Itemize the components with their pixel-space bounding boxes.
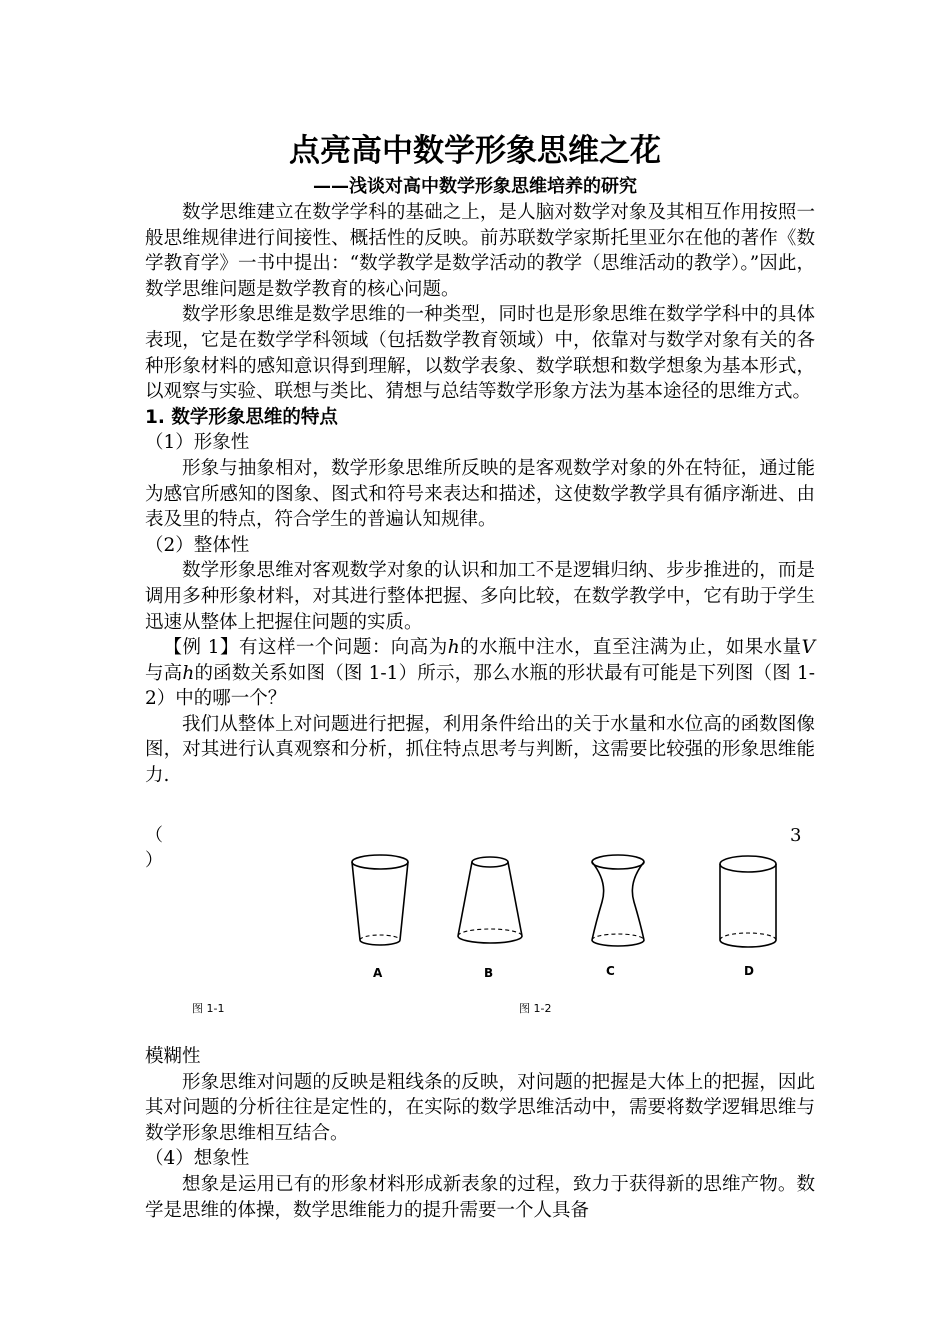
vessel-label-d: D	[744, 964, 754, 978]
paragraph-analysis: 我们从整体上对问题进行把握，利用条件给出的关于水量和水位高的函数图像图，对其进行认真观察和分析，抓住特点思考与判断，这需要比较强的形象思维能力.	[145, 713, 815, 787]
paragraph-intro: 数学思维建立在数学学科的基础之上，是人脑对数学对象及其相互作用按照一般思维规律进行间接性、概括性的反映。前苏联数学家斯托里亚尔在他的著作《数学教育学》一书中提出：“数学教学是数学活动的教学（思维活动的教学）。”因此，数学思维问题是数学教育的核心问题。	[145, 202, 815, 300]
subheading-3: 模糊性	[145, 1046, 201, 1067]
close-paren: ）	[145, 850, 163, 871]
variable-h: h	[447, 637, 460, 659]
document-title: 点亮高中数学形象思维之花	[289, 133, 661, 169]
paragraph-definition: 数学形象思维是数学思维的一种类型，同时也是形象思维在数学学科中的具体表现，它是在数学学科领域（包括数学教育领域）中，依靠对与数学对象有关的各种形象材料的感知意识得到理解，以数学表象、数学联想和数学想象为基本形式，以观察与实验、联想与类比、猜想与总结等数学形象方法为基本途径的思维方式。	[145, 304, 815, 403]
body-section-1	[145, 200, 815, 789]
vessel-label-a: A	[373, 966, 383, 980]
paragraph-sub-4: 想象是运用已有的形象材料形成新表象的过程，致力于获得新的思维产物。数学是思维的体操，数学思维能力的提升需要一个人具备	[145, 1173, 815, 1221]
variable-h-2: h	[182, 662, 195, 684]
example-text-b: 的水瓶中注水，直至注满为止，如果水量	[459, 637, 802, 659]
paragraph-sub-2: 数学形象思维对客观数学对象的认识和加工不是逻辑归纳、步步推进的，而是调用多种形象材料，对其进行整体把握、多向比较，在数学教学中，它有助于学生迅速从整体上把握住问题的实质。	[145, 560, 815, 633]
vessel-label-b: B	[484, 966, 494, 980]
vessel-label-c: C	[606, 964, 615, 978]
paragraph-sub-1: 形象与抽象相对，数学形象思维所反映的是客观数学对象的外在特征，通过能为感官所感知的图象、图式和符号来表达和描述，这使数学教学具有循序渐进、由表及里的特点，符合学生的普遍认知规律。	[145, 457, 815, 531]
subheading-2: （2）整体性	[145, 534, 250, 556]
section-heading: 1. 数学形象思维的特点	[145, 406, 338, 428]
vessel-a-shape	[340, 852, 420, 952]
subheading-4: （4）想象性	[145, 1148, 250, 1170]
subheading-1: （1）形象性	[145, 432, 250, 454]
stray-number: 3	[790, 825, 802, 846]
figure-caption-1-1: 图 1-1	[192, 1002, 225, 1015]
open-paren: （	[145, 825, 163, 846]
paragraph-sub-3: 形象思维对问题的反映是粗线条的反映，对问题的把握是大体上的把握，因此其对问题的分析往往是定性的，在实际的数学思维活动中，需要将数学逻辑思维与数学形象思维相互结合。	[145, 1071, 815, 1144]
example-paragraph	[145, 635, 815, 712]
variable-v: V	[801, 637, 815, 659]
figure-caption-1-2: 图 1-2	[519, 1002, 552, 1015]
example-text-a: 【例 1】有这样一个问题：向高为	[163, 637, 448, 659]
vessel-b-shape	[450, 852, 530, 952]
document-subtitle: ——浅谈对高中数学形象思维培养的研究	[313, 176, 637, 197]
example-text-d: 的函数关系如图（图 1-1）所示，那么水瓶的形状最有可能是下列图（图 1-2）中的哪一个？	[145, 662, 815, 710]
vessel-c-shape	[578, 852, 658, 952]
vessel-d-shape	[708, 852, 788, 952]
body-section-2	[145, 1044, 815, 1223]
example-text-c: 与高	[145, 662, 183, 684]
